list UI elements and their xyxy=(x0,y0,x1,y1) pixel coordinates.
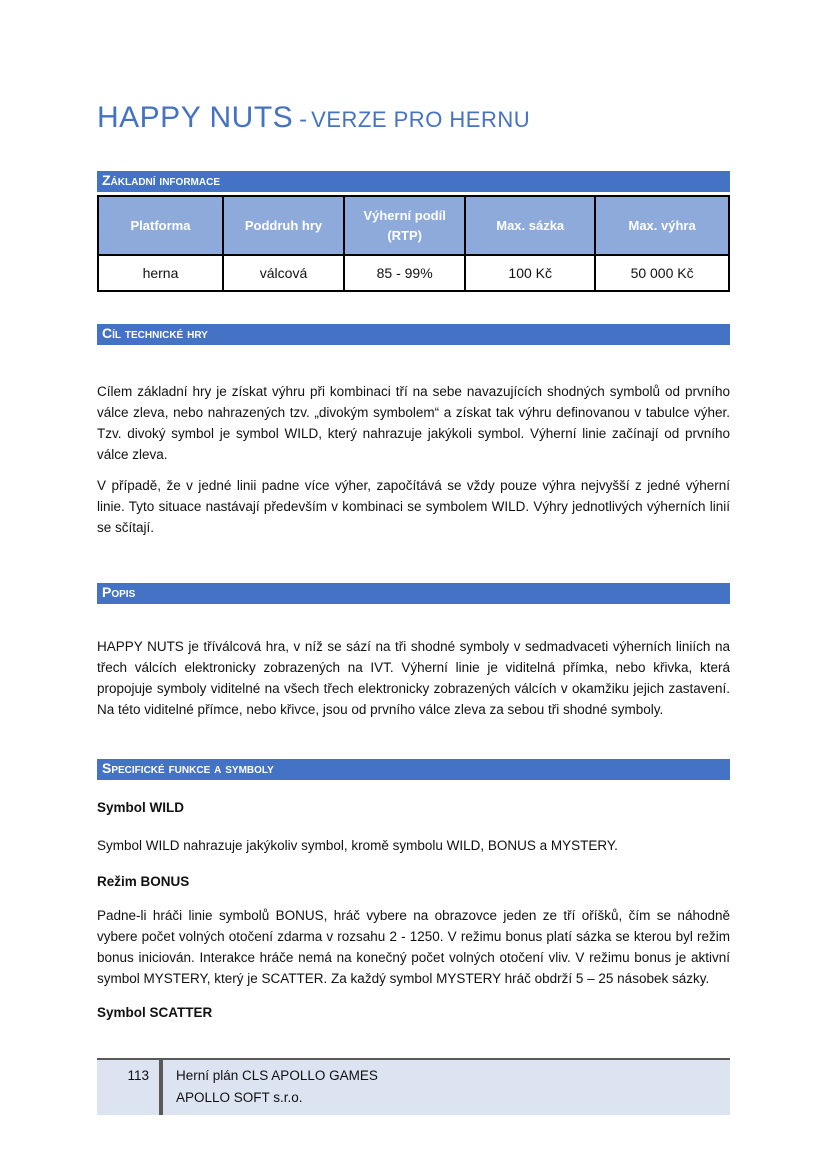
title-separator: - xyxy=(299,106,308,133)
column-header-poddruh-hry: Poddruh hry xyxy=(223,196,344,255)
goal-paragraph-2: V případě, že v jedné linii padne více výher, započítává se vždy pouze výhra nejvyšší z jedné výherní linie. Tyto situace nastávají především v kombinaci se symbolem WILD. Výhry jednotlivých výherních linií se sčítají. xyxy=(97,478,730,535)
column-header-vyherni-podil: Výherní podíl (RTP) xyxy=(344,196,465,255)
cell-platforma: herna xyxy=(98,255,223,291)
column-header-max-sazka: Max. sázka xyxy=(465,196,595,255)
feature-heading-rezim-bonus: Režim BONUS xyxy=(97,874,190,889)
section-header-description: Popis xyxy=(97,583,730,604)
section-header-basic-info: Základní informace xyxy=(97,171,730,192)
page-number: 113 xyxy=(127,1068,149,1083)
page-title xyxy=(97,98,730,138)
section-header-features: Specifické funkce a symboly xyxy=(97,759,730,780)
column-header-max-vyhra: Max. výhra xyxy=(595,196,729,255)
cell-poddruh-hry: válcová xyxy=(223,255,344,291)
goal-paragraph-1: Cílem základní hry je získat výhru při kombinaci tří na sebe navazujících shodných symbolů od prvního válce zleva, nebo nahrazených tzv. „divokým symbolem“ a získat tak výhru definovanou v tabulce výher. Tzv. divoký symbol je symbol WILD, který nahrazuje jakýkoli symbol. Výherní linie začínají od prvního válce zleva. xyxy=(97,384,730,462)
cell-max-sazka: 100 Kč xyxy=(465,255,595,291)
footer-text xyxy=(163,1060,378,1115)
cell-vyherni-podil: 85 - 99% xyxy=(344,255,465,291)
table-header-row xyxy=(98,196,729,255)
cell-max-vyhra: 50 000 Kč xyxy=(595,255,729,291)
footer-line-1: Herní plán CLS APOLLO GAMES xyxy=(176,1068,378,1083)
page-content xyxy=(97,0,730,1023)
footer-line-2: APOLLO SOFT s.r.o. xyxy=(176,1090,303,1105)
title-subtitle: VERZE PRO HERNU xyxy=(311,107,531,132)
basic-info-table xyxy=(97,195,730,292)
page-footer xyxy=(97,1058,730,1115)
column-header-platforma: Platforma xyxy=(98,196,223,255)
title-main: HAPPY NUTS xyxy=(97,101,294,134)
feature-text-rezim-bonus: Padne-li hráči linie symbolů BONUS, hráč vybere na obrazovce jeden ze tří oříšků, čím se náhodně vybere počet volných otočení zdarma v rozsahu 2 - 1250. V režimu bonus platí sázka se kterou byl režim bonus iniciován. Interakce hráče nemá na konečný počet volných otočení vliv. V režimu bonus je aktivní symbol MYSTERY, který je SCATTER. Za každý symbol MYSTERY hráč obdrží 5 – 25 násobek sázky. xyxy=(97,908,730,986)
section-header-goal: Cíl technické hry xyxy=(97,324,730,345)
table-row xyxy=(98,255,729,291)
description-paragraph: HAPPY NUTS je tříválcová hra, v níž se sází na tři shodné symboly v sedmadvaceti výherních liniích na třech válcích elektronicky zobrazených na IVT. Výherní linie je viditelná přímka, nebo křivka, která propojuje symboly viditelné na všech třech elektronicky zobrazených válcích v okamžiku jejich zastavení. Na této viditelné přímce, nebo křivce, jsou od prvního válce zleva za sebou tři shodné symboly. xyxy=(97,639,730,717)
feature-text-symbol-wild: Symbol WILD nahrazuje jakýkoliv symbol, kromě symbolu WILD, BONUS a MYSTERY. xyxy=(97,838,618,853)
feature-heading-symbol-scatter: Symbol SCATTER xyxy=(97,1005,213,1020)
feature-heading-symbol-wild: Symbol WILD xyxy=(97,800,184,815)
